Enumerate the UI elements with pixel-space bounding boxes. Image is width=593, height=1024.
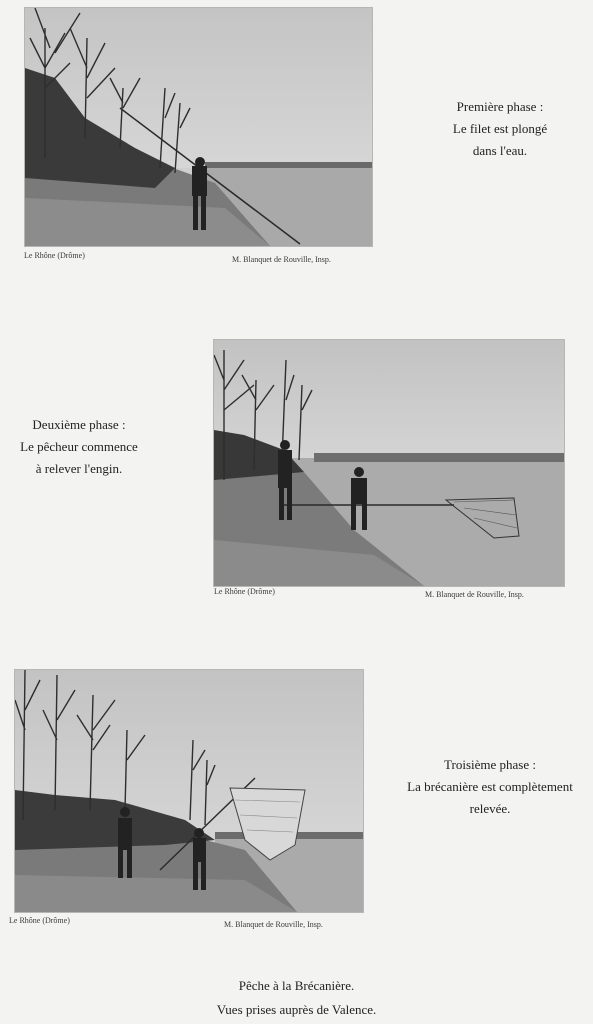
phase-line: Le filet est plongé (452, 121, 548, 136)
phase-line: dans l'eau. (472, 143, 528, 158)
photo-credit-caption: M. Blanquet de Rouville, Insp. (224, 920, 323, 929)
plate-subtitle: Vues prises auprès de Valence. (216, 1002, 377, 1017)
photo-location-caption: Le Rhône (Drôme) (214, 587, 275, 596)
phase-title: Troisième phase : (444, 757, 536, 772)
phase-line: Le pêcheur commence (20, 439, 138, 454)
photo-third-phase (15, 670, 363, 912)
plate-title: Pêche à la Brécanière. (238, 978, 355, 993)
phase-line: relevée. (469, 801, 511, 816)
photo-second-phase (214, 340, 564, 586)
phase-description-second (0, 414, 158, 480)
photo-credit-caption: M. Blanquet de Rouville, Insp. (232, 255, 331, 264)
photo-location-caption: Le Rhône (Drôme) (9, 916, 70, 925)
phase-description-third (390, 754, 590, 820)
phase-title: Deuxième phase : (32, 417, 126, 432)
photo-credit-caption: M. Blanquet de Rouville, Insp. (425, 590, 524, 599)
phase-line: à relever l'engin. (35, 461, 123, 476)
phase-description-first (415, 96, 585, 162)
photo-location-caption: Le Rhône (Drôme) (24, 251, 85, 260)
photo-first-phase (25, 8, 372, 246)
phase-line: La brécanière est complètement (407, 779, 573, 794)
phase-title: Première phase : (456, 99, 544, 114)
